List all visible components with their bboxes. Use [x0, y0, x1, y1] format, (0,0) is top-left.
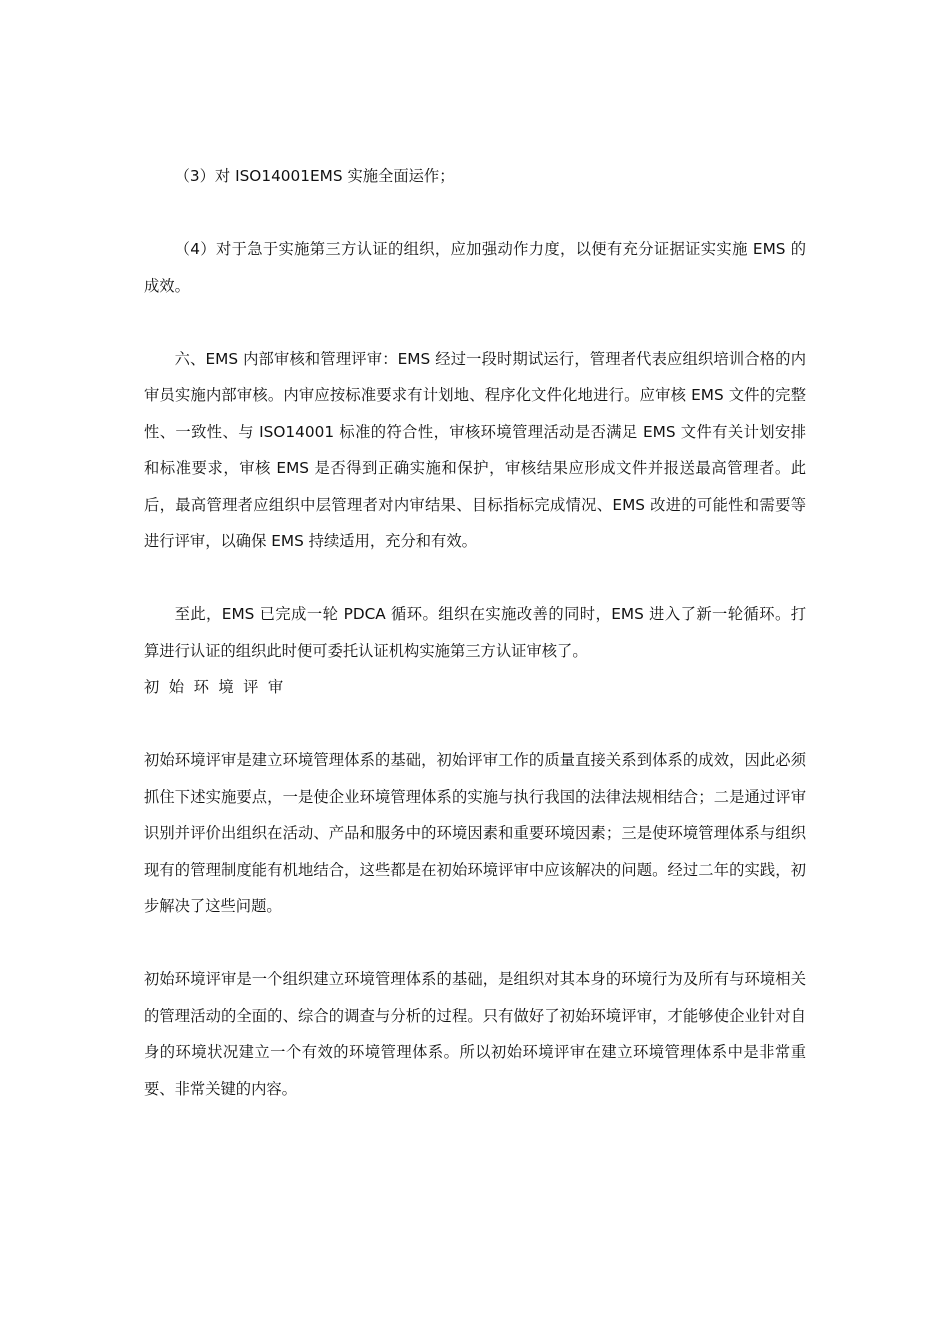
paragraph-pdca-summary: 至此，EMS 已完成一轮 PDCA 循环。组织在实施改善的同时，EMS 进入了新一轮循环。打算进行认证的组织此时便可委托认证机构实施第三方认证审核了。 — [144, 605, 806, 660]
paragraph-item-4: （4）对于急于实施第三方认证的组织，应加强动作力度，以便有充分证据证实实施 EMS 的成效。 — [144, 240, 806, 295]
document-body — [144, 158, 806, 1107]
section-heading: 初始环境评审 — [144, 678, 293, 696]
paragraph-initial-review-2: 初始环境评审是一个组织建立环境管理体系的基础，是组织对其本身的环境行为及所有与环境相关的管理活动的全面的、综合的调查与分析的过程。只有做好了初始环境评审，才能够使企业针对自身的环境状况建立一个有效的环境管理体系。所以初始环境评审在建立环境管理体系中是非常重要、非常关键的内容。 — [144, 970, 806, 1098]
paragraph-section-six: 六、EMS 内部审核和管理评审：EMS 经过一段时期试运行，管理者代表应组织培训合格的内审员实施内部审核。内审应按标准要求有计划地、程序化文件化地进行。应审核 EMS 文件的完整性、一致性、与 ISO14001 标准的符合性，审核环境管理活动是否满足 EMS 文件有关计划安排和标准要求，审核 EMS 是否得到正确实施和保护，审核结果应形成文件并报送最高管理者。此后，最高管理者应组织中层管理者对内审结果、目标指标完成情况、EMS 改进的可能性和需要等进行评审，以确保 EMS 持续适用，充分和有效。 — [144, 349, 806, 550]
paragraph-item-3: （3）对 ISO14001EMS 实施全面运作； — [174, 167, 455, 185]
paragraph-initial-review-1: 初始环境评审是建立环境管理体系的基础，初始评审工作的质量直接关系到体系的成效，因此必须抓住下述实施要点，一是使企业环境管理体系的实施与执行我国的法律法规相结合；二是通过评审识别并评价出组织在活动、产品和服务中的环境因素和重要环境因素；三是使环境管理体系与组织现有的管理制度能有机地结合，这些都是在初始环境评审中应该解决的问题。经过二年的实践，初步解决了这些问题。 — [144, 751, 806, 915]
